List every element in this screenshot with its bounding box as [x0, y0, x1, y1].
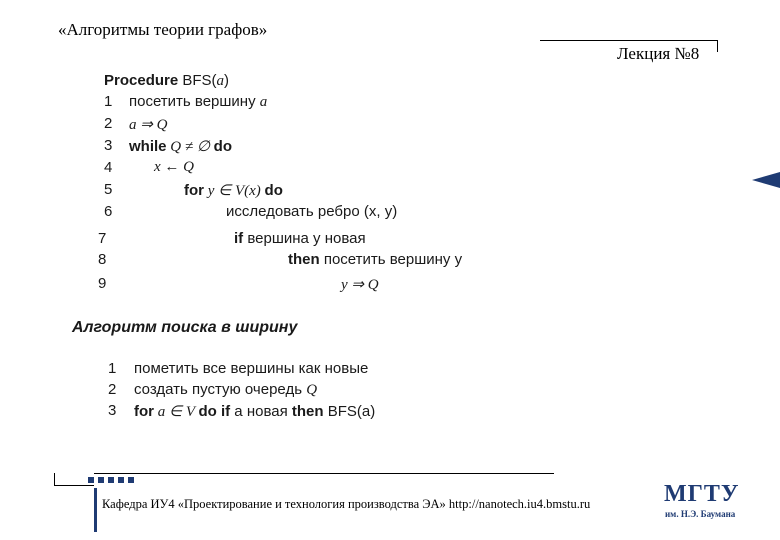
footer-bracket-base — [54, 485, 94, 486]
footer-department-text: Кафедра ИУ4 «Проектирование и технология производства ЭА» http://nanotech.iu4.bmstu.ru — [102, 497, 591, 511]
line-number: 2 — [104, 115, 113, 132]
line-text: y ∈ V(x) — [204, 183, 265, 199]
footer-dot — [108, 477, 114, 483]
line-number: 2 — [108, 381, 117, 398]
for-keyword: for — [134, 403, 154, 420]
line-number: 1 — [104, 93, 113, 110]
footer-dot — [118, 477, 124, 483]
line-text-3: BFS(a) — [323, 403, 376, 420]
course-title: «Алгоритмы теории графов» — [58, 20, 268, 39]
footer-dot — [128, 477, 134, 483]
if-keyword: if — [216, 403, 231, 420]
university-logo: МГТУ — [664, 481, 740, 507]
line-var: Q — [306, 382, 318, 398]
section-heading: Алгоритм поиска в ширину — [72, 319, 298, 336]
procedure-close-paren: ) — [224, 72, 230, 89]
line-text: a ∈ V — [154, 404, 199, 420]
line-number: 1 — [108, 360, 117, 377]
line-var: a — [259, 94, 268, 110]
line-text: пометить все вершины как новые — [134, 360, 369, 377]
bfs-procedure-title — [104, 72, 229, 90]
do-keyword: do — [198, 403, 217, 420]
then-keyword: then — [288, 251, 320, 268]
footer-dot — [98, 477, 104, 483]
line-text: создать пустую очередь — [134, 381, 307, 398]
while-keyword: while — [129, 138, 167, 155]
line-number: 4 — [104, 159, 113, 176]
line-text: посетить вершину — [129, 93, 260, 110]
university-logo-subtitle: им. Н.Э. Баумана — [665, 509, 736, 519]
header-divider-tick — [717, 40, 718, 52]
footer-dot — [88, 477, 94, 483]
line-text: Q ≠ ∅ — [166, 139, 214, 155]
line-text: a ⇒ Q — [129, 117, 168, 133]
header-divider — [540, 40, 718, 41]
line-text: посетить вершину y — [319, 251, 463, 268]
footer-divider — [94, 473, 554, 474]
slide-marker-triangle — [752, 172, 780, 188]
procedure-name: BFS( — [182, 72, 217, 89]
footer-bracket — [54, 473, 55, 485]
line-text: y ⇒ Q — [341, 277, 379, 293]
line-text: исследовать ребро (x, y) — [226, 203, 398, 220]
line-number: 9 — [98, 275, 107, 292]
line-number: 6 — [104, 203, 113, 220]
procedure-arg: a — [216, 73, 225, 89]
for-keyword: for — [184, 182, 204, 199]
line-number: 7 — [98, 230, 107, 247]
line-number: 3 — [104, 137, 113, 154]
procedure-keyword: Procedure — [104, 72, 179, 89]
line-number: 8 — [98, 251, 107, 268]
line-number: 3 — [108, 402, 117, 419]
line-text-2: a новая — [230, 403, 292, 420]
if-keyword: if — [234, 230, 244, 247]
footer-accent-bar — [94, 488, 97, 532]
line-number: 5 — [104, 181, 113, 198]
line-text: x ← Q — [154, 159, 194, 175]
line-text: вершина y новая — [243, 230, 366, 247]
lecture-number: Лекция №8 — [617, 44, 700, 63]
do-keyword: do — [264, 182, 283, 199]
do-keyword: do — [213, 138, 232, 155]
then-keyword: then — [291, 403, 324, 420]
